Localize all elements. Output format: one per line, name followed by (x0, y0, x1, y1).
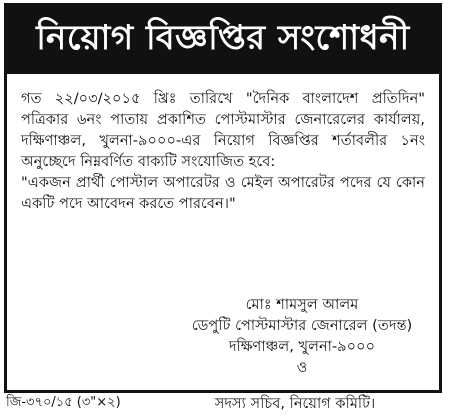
reference-code: জি-৩৭০/১৫ (৩"×২) (6, 395, 121, 410)
notice-frame (4, 3, 442, 393)
signatory-name: মোঃ শামসুল আলম (245, 296, 359, 313)
notice-title: নিয়োগ বিজ্ঞপ্তির সংশোধনী (7, 6, 439, 74)
notice-quote: "একজন প্রার্থী পোস্টাল অপারেটর ও মেইল অপারেটর পদের যে কোন একটি পদে আবেদন করতে পারবেন।" (21, 174, 425, 212)
signatory-location: দক্ষিণাঞ্চল, খুলনা-৯০০০ (228, 338, 376, 355)
signature-conjunction: ও (296, 359, 308, 376)
signature-block (157, 294, 447, 378)
notice-paragraph: গত ২২/০৩/২০১৫ খ্রিঃ তারিখে "দৈনিক বাংলাদেশ প্রতিদিন" পত্রিকার ৬নং পাতায় প্রকাশিত পোস্টমাস্টার জেনারেলের কার্যালয়, দক্ষিণাঞ্চল, খুলনা-৯০০০-এর নিয়োগ বিজ্ঞপ্তির শর্তাবলীর ১নং অনুচ্ছেদে নিম্নবর্ণিত বাক্যটি সংযোজিত হবে: (21, 90, 425, 170)
signatory-role: সদস্য সচিব, নিয়োগ কমিটি। (214, 395, 376, 412)
signatory-designation: ডেপুটি পোস্টমাস্টার জেনারেল (তদন্ত) (191, 317, 413, 334)
notice-body (21, 88, 425, 214)
